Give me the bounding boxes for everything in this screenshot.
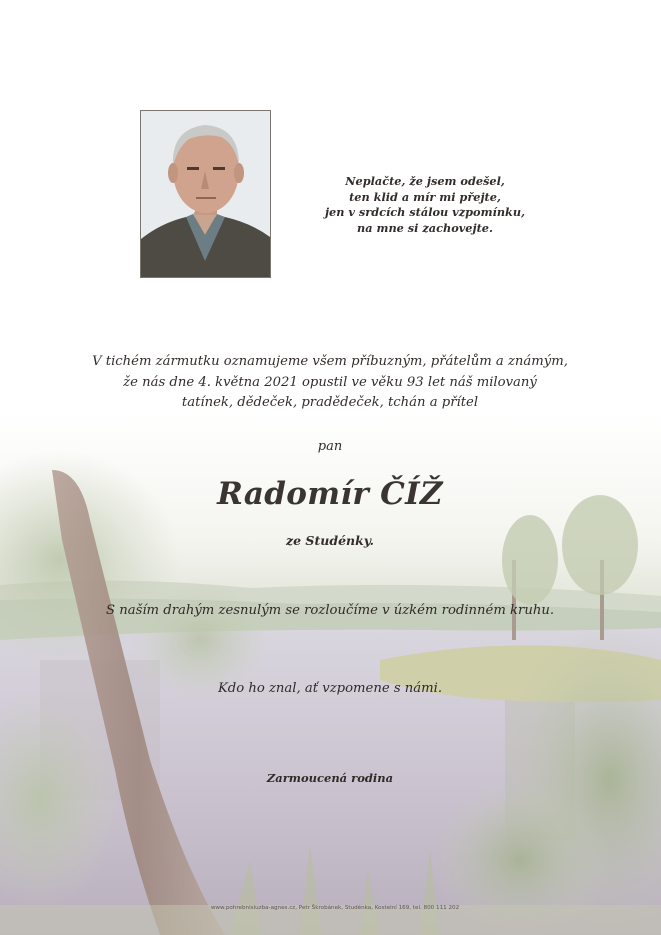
announcement-line: že nás dne 4. května 2021 opustil ve věku 93 let náš milovaný	[123, 374, 537, 390]
announcement-line: V tichém zármutku oznamujeme všem příbuzným, přátelům a známým,	[92, 354, 568, 369]
portrait-image	[141, 111, 270, 277]
signature: Zarmoucená rodina	[266, 771, 394, 785]
farewell-text: S naším drahým zesnulým se rozloučíme v úzkém rodinném kruhu.	[105, 603, 555, 618]
remember-text: Kdo ho znal, ať vzpomene s námi.	[217, 681, 443, 696]
poem-line: Neplačte, že jsem odešel,	[345, 174, 505, 188]
portrait-photo	[140, 110, 271, 278]
poem-line: ten klid a mír mi přejte,	[349, 189, 501, 204]
announcement-text	[60, 352, 600, 414]
footer-contact: www.pohrebnisluzba-agnes.cz, Petr Škrobánek, Studénka, Kostelní 169, tel. 800 111 202	[210, 905, 460, 911]
honorific: pan	[317, 439, 343, 454]
deceased-name: Radomír ČÍŽ	[217, 476, 443, 512]
poem-line: jen v srdcích stálou vzpomínku,	[324, 205, 526, 219]
hometown: ze Studénky.	[286, 533, 374, 548]
announcement-line: tatínek, dědeček, pradědeček, tchán a přítel	[181, 395, 479, 410]
poem	[300, 174, 550, 236]
poem-line: na mne si zachovejte.	[357, 220, 493, 235]
